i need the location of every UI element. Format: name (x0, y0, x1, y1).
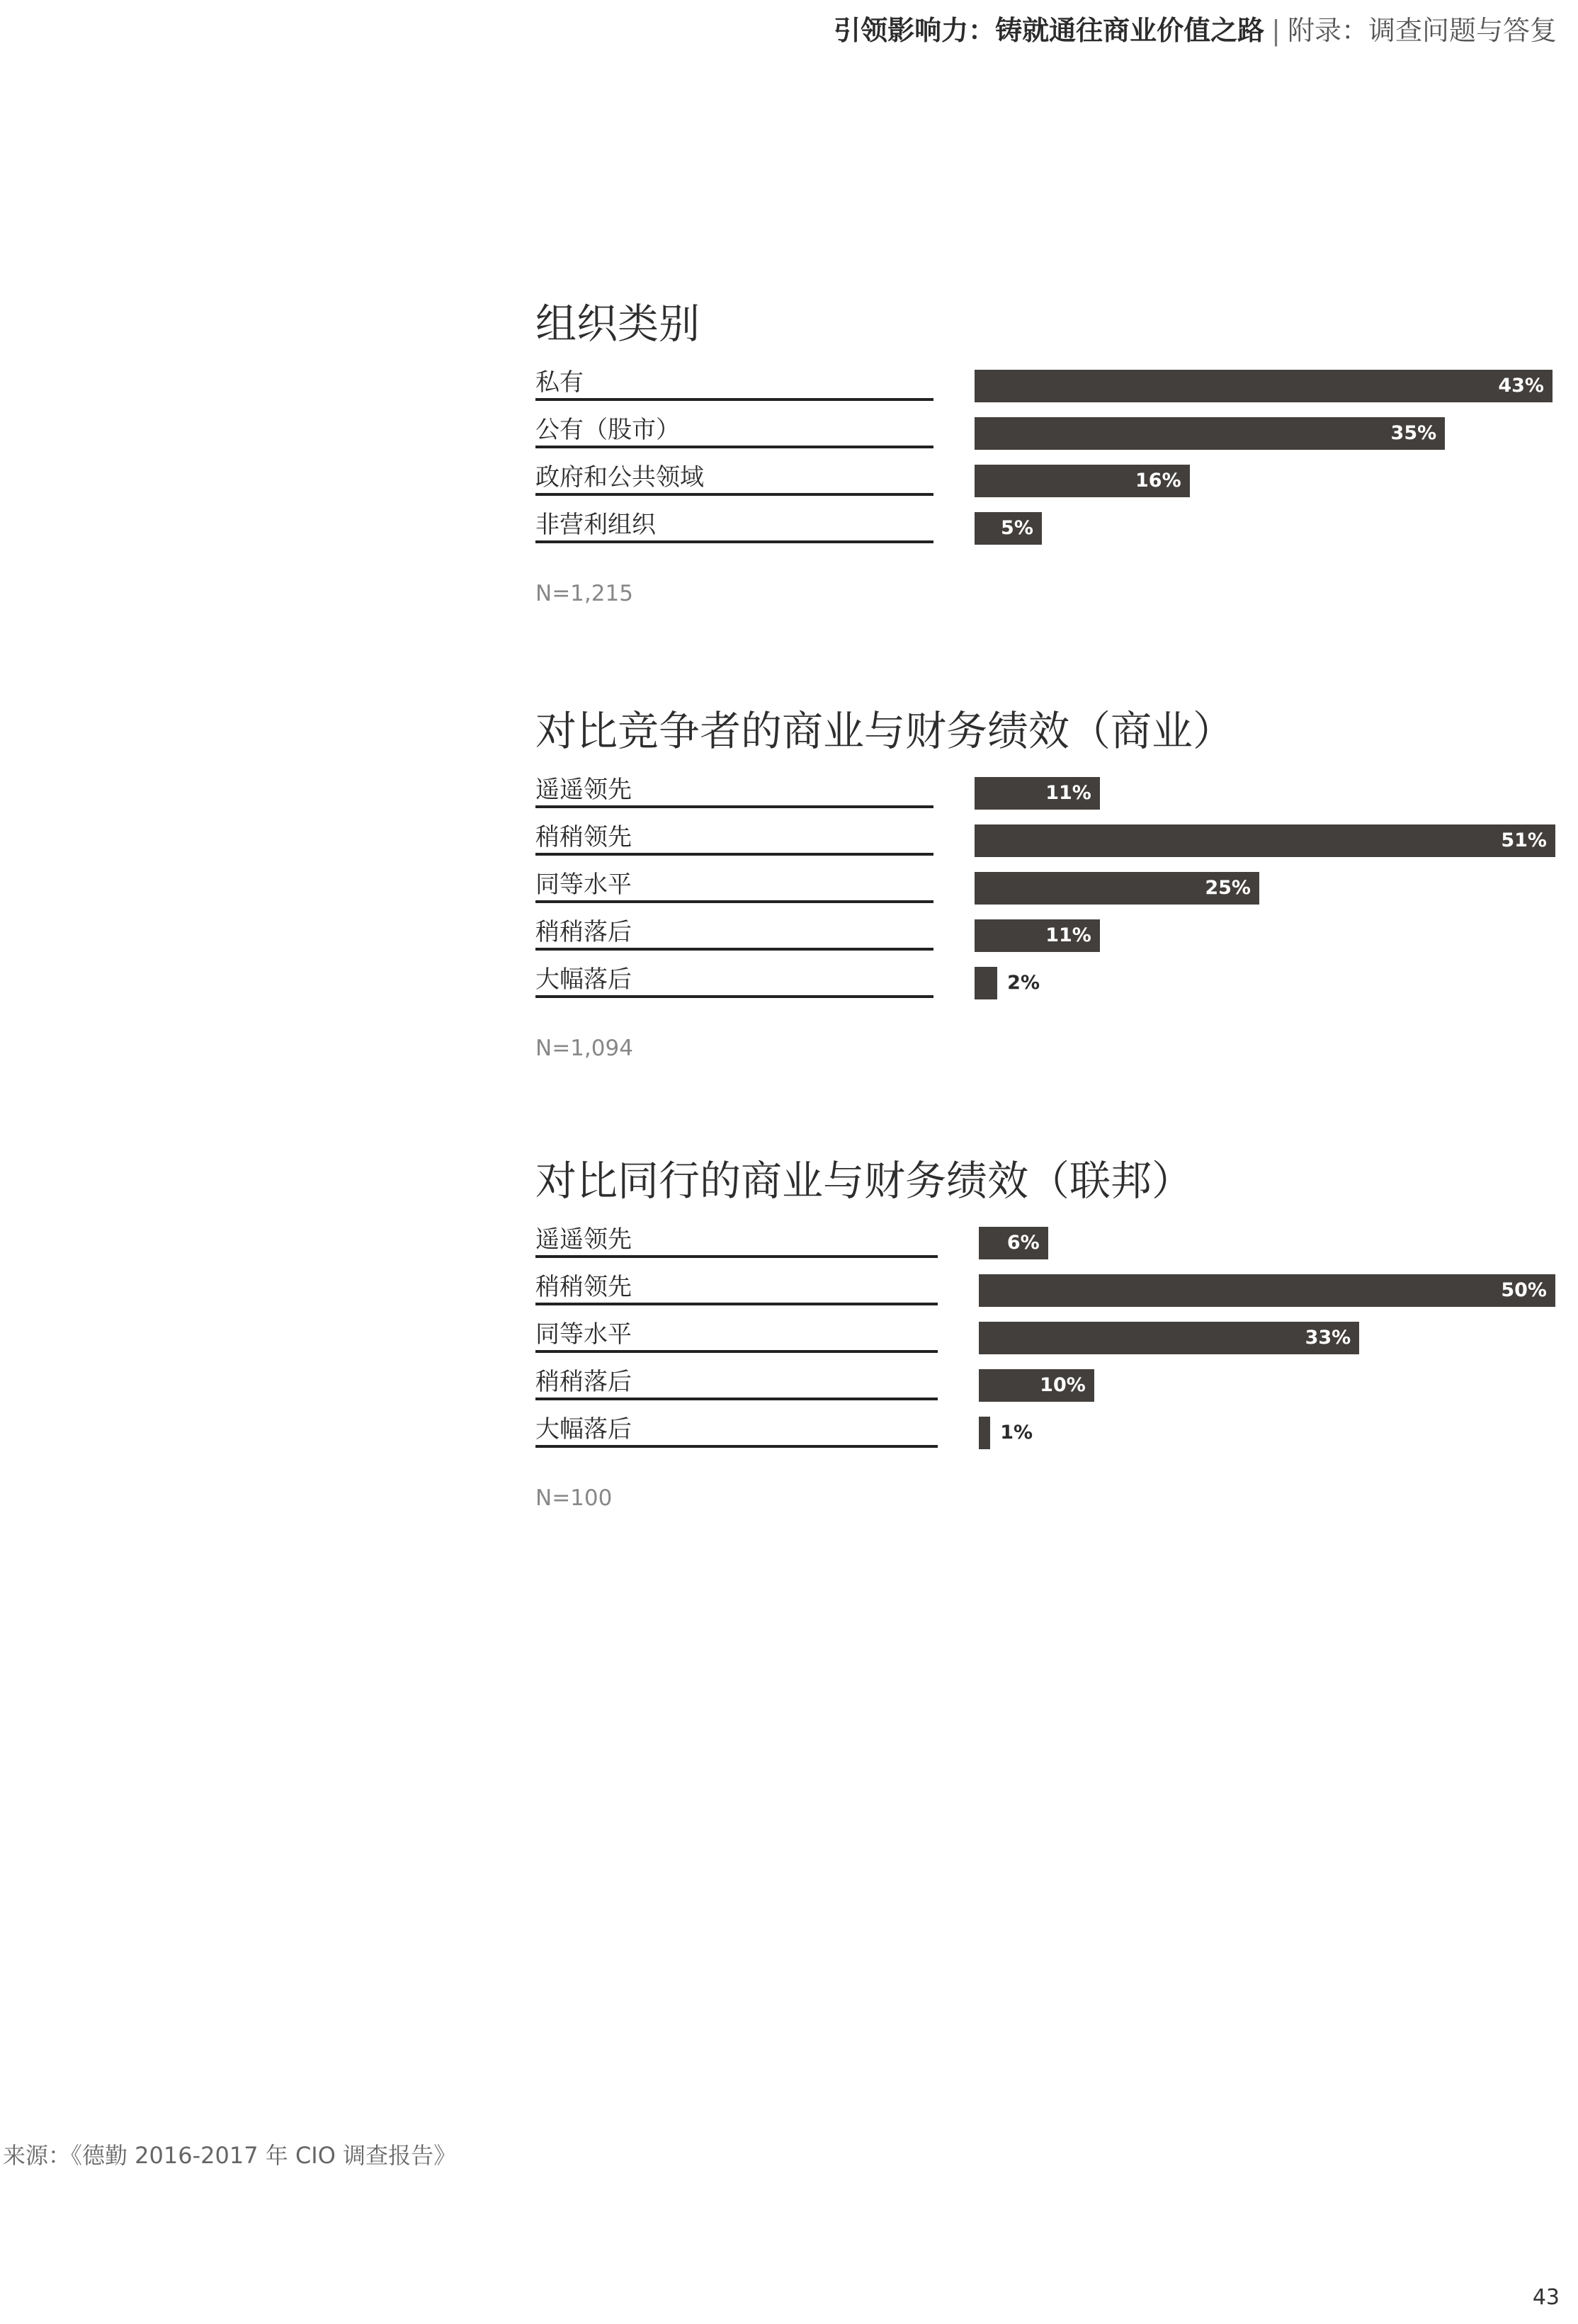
category-label: 稍稍落后 (535, 918, 632, 946)
row-divider (535, 540, 933, 543)
bar-value-label: 25% (1205, 877, 1251, 899)
report-title: 引领影响力：铸就通往商业价值之路 (834, 15, 1265, 46)
sample-size-note: N=1,094 (535, 1036, 633, 1061)
category-label: 稍稍落后 (535, 1368, 632, 1396)
row-divider (535, 1303, 938, 1305)
header-separator: | (1271, 15, 1281, 46)
category-label: 同等水平 (535, 1320, 632, 1349)
bar (979, 1322, 1359, 1354)
row-divider (535, 805, 933, 808)
bar-value-label: 50% (1501, 1279, 1547, 1301)
bar-value-label: 6% (1006, 1232, 1040, 1254)
row-divider (535, 995, 933, 998)
chart-title: 对比同行的商业与财务绩效（联邦） (535, 1157, 1193, 1205)
bar-value-label: 5% (1001, 517, 1033, 539)
row-divider (535, 853, 933, 856)
category-label: 稍稍领先 (535, 823, 632, 851)
row-divider (535, 493, 933, 496)
row-divider (535, 398, 933, 401)
row-divider (535, 1445, 938, 1448)
bar (975, 370, 1553, 402)
chart-performance-vs-peers (535, 1147, 1558, 1544)
bar (979, 1417, 990, 1449)
bar (975, 967, 997, 999)
chart-title: 对比竞争者的商业与财务绩效（商业） (535, 707, 1234, 755)
category-label: 大幅落后 (535, 965, 632, 994)
row-divider (535, 900, 933, 903)
bar-value-label: 11% (1045, 924, 1091, 946)
sample-size-note: N=1,215 (535, 581, 633, 606)
category-label: 私有 (535, 368, 584, 397)
bar-value-label: 16% (1135, 470, 1181, 492)
category-label: 遥遥领先 (535, 776, 632, 804)
section-title: 附录：调查问题与答复 (1287, 15, 1557, 46)
category-label: 同等水平 (535, 871, 632, 899)
row-divider (535, 1255, 938, 1258)
bar-value-label: 2% (1007, 972, 1040, 994)
row-divider (535, 446, 933, 448)
chart-title: 组织类别 (535, 300, 700, 348)
category-label: 大幅落后 (535, 1415, 632, 1444)
category-label: 公有（股市） (535, 416, 680, 444)
row-divider (535, 1398, 938, 1400)
bar-value-label: 33% (1305, 1327, 1351, 1349)
bar-value-label: 1% (1000, 1422, 1033, 1444)
bar-value-label: 51% (1501, 829, 1547, 851)
page-header (834, 8, 1557, 47)
category-label: 遥遥领先 (535, 1225, 632, 1254)
page-number: 43 (1532, 2285, 1560, 2310)
bar-value-label: 35% (1390, 422, 1437, 444)
bar (975, 824, 1555, 857)
bar-value-label: 10% (1040, 1374, 1086, 1396)
bar-value-label: 43% (1498, 375, 1544, 397)
source-note: 来源：《德勤 2016-2017 年 CIO 调查报告》 (3, 2142, 457, 2169)
bar (975, 417, 1445, 450)
bar-value-label: 11% (1045, 782, 1091, 804)
row-divider (535, 1350, 938, 1353)
category-label: 政府和公共领域 (535, 463, 704, 492)
bar (979, 1274, 1555, 1307)
chart-performance-vs-competitors (535, 698, 1558, 1094)
sample-size-note: N=100 (535, 1485, 613, 1511)
category-label: 稍稍领先 (535, 1273, 632, 1301)
category-label: 非营利组织 (535, 511, 656, 539)
chart-organization-type (535, 290, 1558, 630)
row-divider (535, 948, 933, 951)
